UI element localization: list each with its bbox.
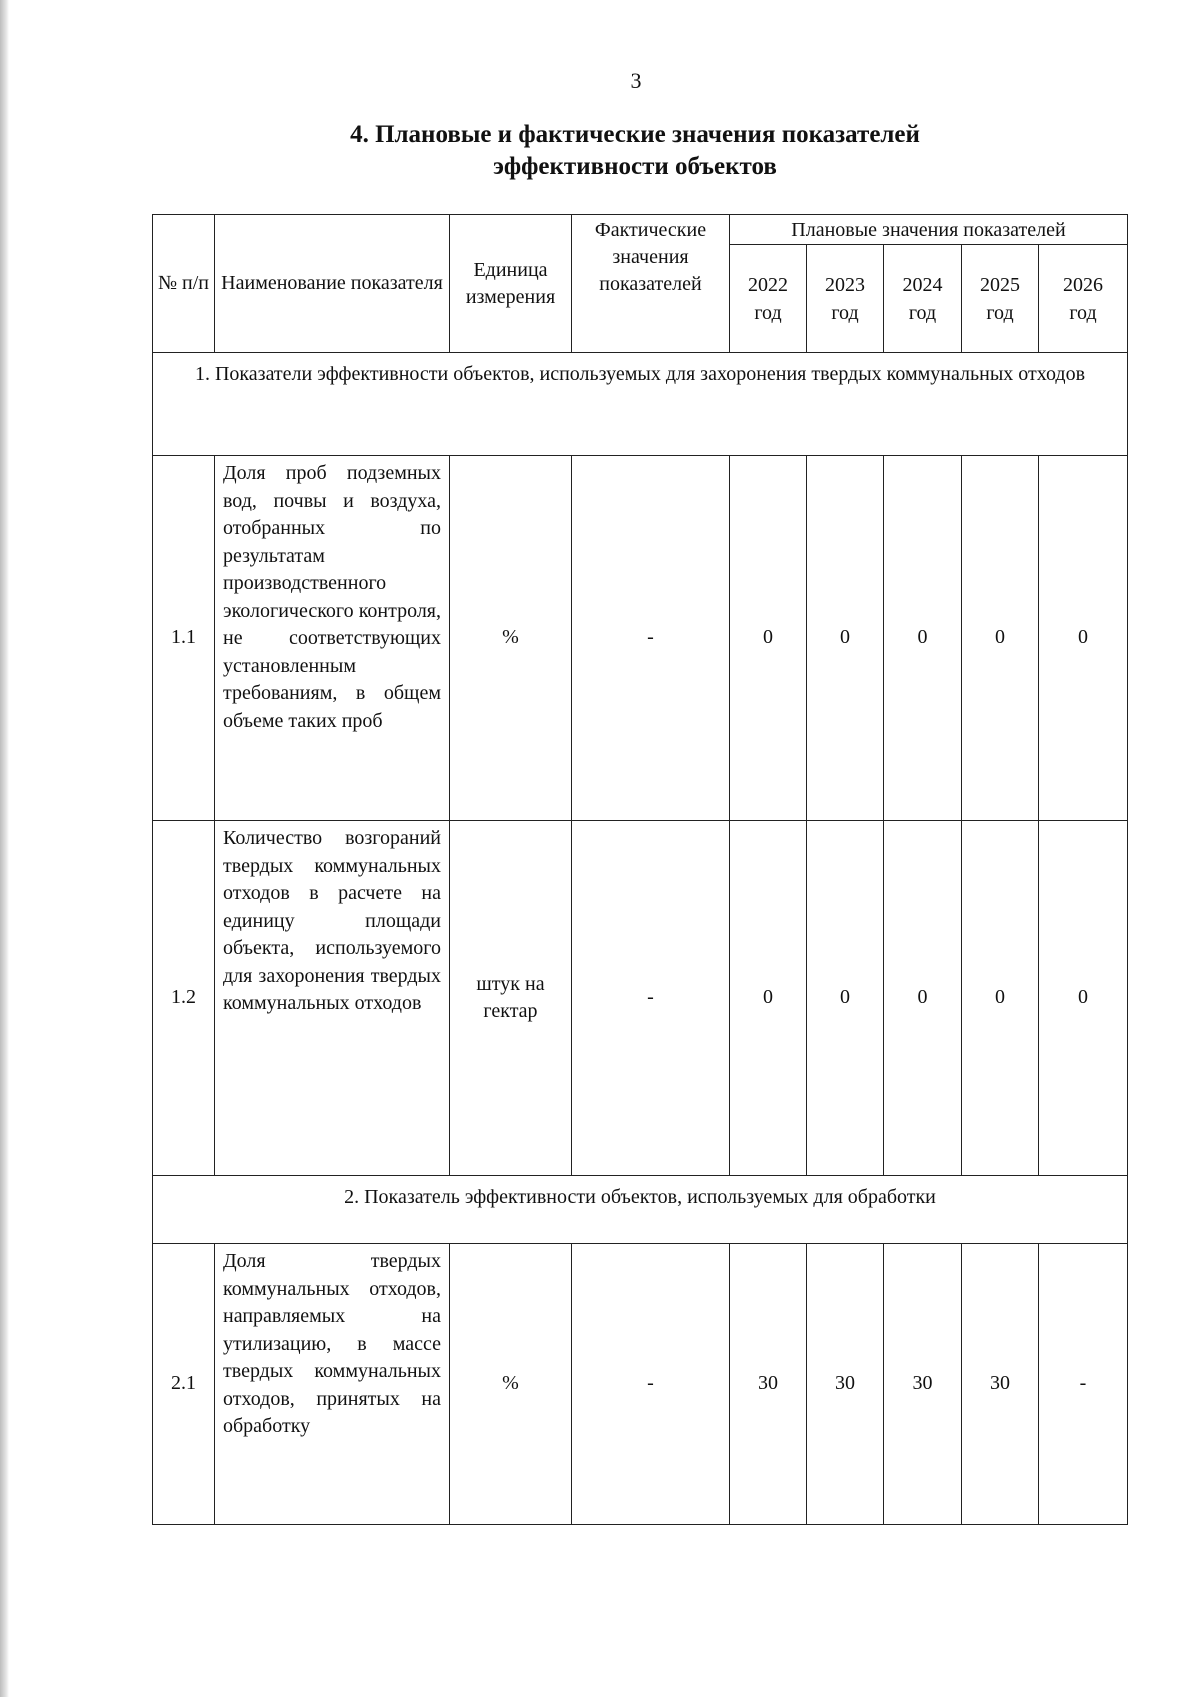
value-2024: 0 bbox=[884, 821, 962, 1176]
section-title: 2. Показатель эффективности объектов, используемых для обработки bbox=[153, 1176, 1128, 1244]
table-row bbox=[153, 821, 1128, 1176]
document-title bbox=[160, 119, 1110, 183]
section-row bbox=[153, 353, 1128, 456]
header-actual: Фактические значения показателей bbox=[572, 215, 730, 353]
actual-value-cell: - bbox=[572, 456, 730, 821]
indicator-name: Количество возгораний твердых коммунальных отходов в расчете на единицу площади объекта, используемого для захоронения твердых коммунальных отходов bbox=[215, 821, 450, 1176]
header-row bbox=[153, 215, 1128, 245]
header-unit: Единица измерения bbox=[450, 215, 572, 353]
value-2022: 0 bbox=[730, 456, 807, 821]
actual-value-cell: - bbox=[572, 1244, 730, 1525]
table-row bbox=[153, 1244, 1128, 1525]
indicator-name: Доля твердых коммунальных отходов, направляемых на утилизацию, в массе твердых коммунальных отходов, принятых на обработку bbox=[215, 1244, 450, 1525]
header-planned: Плановые значения показателей bbox=[730, 215, 1128, 245]
value-2026: 0 bbox=[1039, 456, 1128, 821]
header-year-2023: 2023 год bbox=[807, 245, 884, 353]
value-2023: 0 bbox=[807, 456, 884, 821]
unit-cell: штук на гектар bbox=[450, 821, 572, 1176]
indicators-table bbox=[152, 214, 1128, 1525]
header-number: № п/п bbox=[153, 215, 215, 353]
value-2025: 0 bbox=[962, 821, 1039, 1176]
value-2022: 0 bbox=[730, 821, 807, 1176]
value-2022: 30 bbox=[730, 1244, 807, 1525]
page-number: 3 bbox=[630, 68, 642, 93]
header-year-2026: 2026 год bbox=[1039, 245, 1128, 353]
row-number: 2.1 bbox=[153, 1244, 215, 1525]
actual-value-cell: - bbox=[572, 821, 730, 1176]
header-year-2025: 2025 год bbox=[962, 245, 1039, 353]
unit-cell: % bbox=[450, 1244, 572, 1525]
value-2025: 0 bbox=[962, 456, 1039, 821]
title-line-1: 4. Плановые и фактические значения показателей bbox=[350, 121, 920, 148]
header-year-2024: 2024 год bbox=[884, 245, 962, 353]
value-2025: 30 bbox=[962, 1244, 1039, 1525]
section-row bbox=[153, 1176, 1128, 1244]
value-2024: 30 bbox=[884, 1244, 962, 1525]
header-year-2022: 2022 год bbox=[730, 245, 807, 353]
table-row bbox=[153, 456, 1128, 821]
header-name: Наименование показателя bbox=[215, 215, 450, 353]
value-2026: 0 bbox=[1039, 821, 1128, 1176]
value-2023: 30 bbox=[807, 1244, 884, 1525]
value-2023: 0 bbox=[807, 821, 884, 1176]
row-number: 1.2 bbox=[153, 821, 215, 1176]
scan-left-edge bbox=[0, 0, 9, 1697]
unit-cell: % bbox=[450, 456, 572, 821]
indicator-name: Доля проб подземных вод, почвы и воздуха, отобранных по результатам производственного экологического контроля, не соответствующих установленным требованиям, в общем объеме таких проб bbox=[215, 456, 450, 821]
value-2026: - bbox=[1039, 1244, 1128, 1525]
row-number: 1.1 bbox=[153, 456, 215, 821]
value-2024: 0 bbox=[884, 456, 962, 821]
title-line-2: эффективности объектов bbox=[493, 153, 777, 180]
section-title: 1. Показатели эффективности объектов, используемых для захоронения твердых коммунальных отходов bbox=[153, 353, 1128, 456]
